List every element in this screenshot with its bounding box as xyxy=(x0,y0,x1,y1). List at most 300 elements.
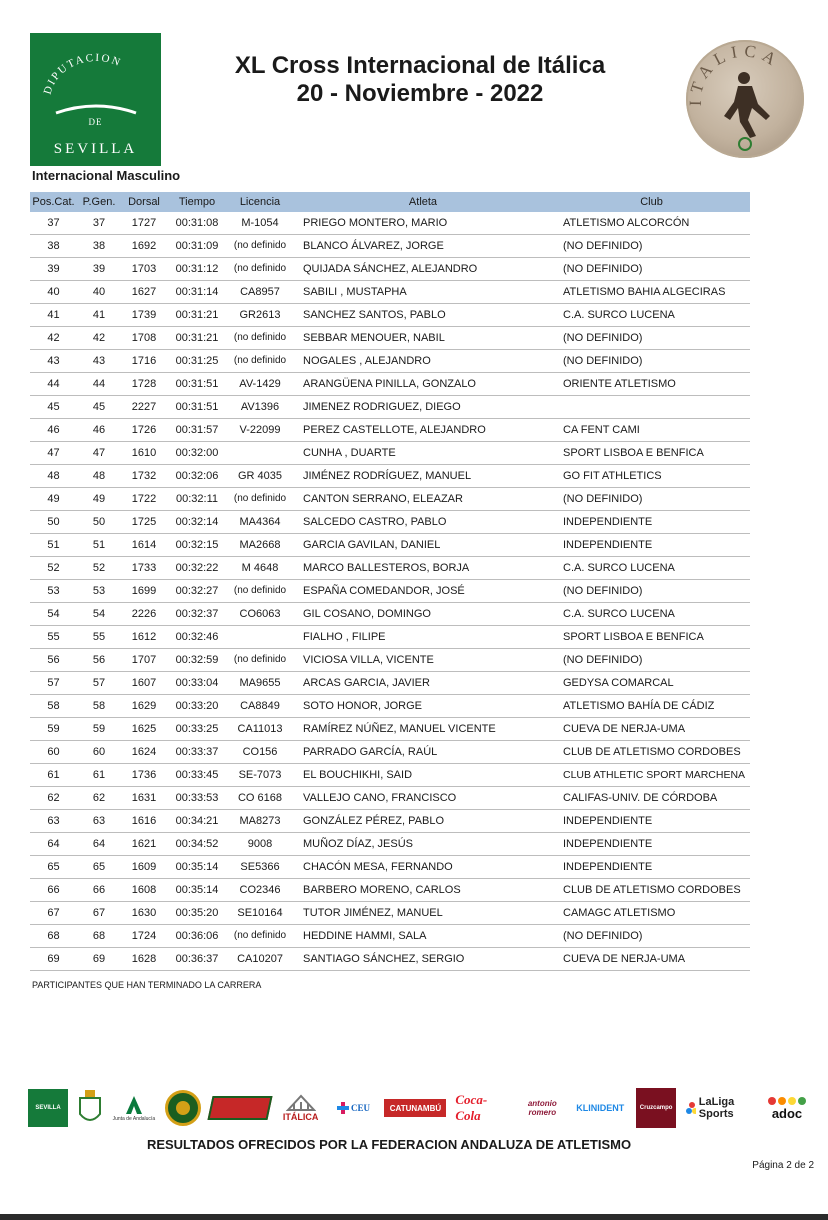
cell-dorsal: 1716 xyxy=(121,350,167,373)
cell-tiempo: 00:31:25 xyxy=(167,350,227,373)
cell-pos-gen: 58 xyxy=(77,695,121,718)
cell-club: CA FENT CAMI xyxy=(553,419,750,442)
cell-pos-gen: 46 xyxy=(77,419,121,442)
cell-tiempo: 00:31:57 xyxy=(167,419,227,442)
cell-pos-cat: 41 xyxy=(30,304,77,327)
cell-pos-cat: 37 xyxy=(30,212,77,235)
col-dorsal: Dorsal xyxy=(128,196,160,208)
cell-tiempo: 00:31:08 xyxy=(167,212,227,235)
diputacion-de: DE xyxy=(88,117,103,127)
results-body xyxy=(30,212,750,971)
table-row xyxy=(30,626,750,649)
cell-atleta: BLANCO ÁLVAREZ, JORGE xyxy=(293,235,553,258)
cell-licencia: MA2668 xyxy=(227,534,293,557)
sponsor-italica-text: ITÁLICA xyxy=(282,1112,319,1122)
cell-licencia: (no definido xyxy=(227,327,293,350)
cell-pos-cat: 67 xyxy=(30,902,77,925)
cell-dorsal: 1722 xyxy=(121,488,167,511)
table-row xyxy=(30,373,750,396)
cell-club: GEDYSA COMARCAL xyxy=(553,672,750,695)
col-licencia: Licencia xyxy=(239,196,281,208)
cell-pos-cat: 56 xyxy=(30,649,77,672)
cell-atleta: MARCO BALLESTEROS, BORJA xyxy=(293,557,553,580)
cell-dorsal: 1726 xyxy=(121,419,167,442)
cell-pos-cat: 64 xyxy=(30,833,77,856)
cell-licencia: MA9655 xyxy=(227,672,293,695)
cell-atleta: HEDDINE HAMMI, SALA xyxy=(293,925,553,948)
cell-pos-cat: 45 xyxy=(30,396,77,419)
cell-atleta: PEREZ CASTELLOTE, ALEJANDRO xyxy=(293,419,553,442)
cell-pos-cat: 55 xyxy=(30,626,77,649)
cell-dorsal: 1625 xyxy=(121,718,167,741)
cell-club: INDEPENDIENTE xyxy=(553,534,750,557)
cell-pos-gen: 47 xyxy=(77,442,121,465)
cell-tiempo: 00:32:14 xyxy=(167,511,227,534)
cell-dorsal: 1724 xyxy=(121,925,167,948)
cell-pos-gen: 44 xyxy=(77,373,121,396)
cell-club: (NO DEFINIDO) xyxy=(553,488,750,511)
cell-pos-gen: 45 xyxy=(77,396,121,419)
cell-tiempo: 00:36:37 xyxy=(167,948,227,971)
cell-club: CLUB DE ATLETISMO CORDOBES xyxy=(553,879,750,902)
cell-licencia: GR2613 xyxy=(227,304,293,327)
cell-pos-gen: 41 xyxy=(77,304,121,327)
sponsor-ceu-logo xyxy=(332,1093,376,1123)
cell-licencia: (no definido xyxy=(227,350,293,373)
sponsor-antonio-romero-text: antonio romero xyxy=(527,1099,557,1117)
cell-dorsal: 1610 xyxy=(121,442,167,465)
cell-pos-gen: 51 xyxy=(77,534,121,557)
cell-tiempo: 00:35:20 xyxy=(167,902,227,925)
cell-club: CLUB ATHLETIC SPORT MARCHENA xyxy=(553,764,750,787)
cell-dorsal: 1708 xyxy=(121,327,167,350)
sponsor-adoc-logo xyxy=(764,1091,810,1125)
cell-pos-cat: 42 xyxy=(30,327,77,350)
cell-atleta: CANTON SERRANO, ELEAZAR xyxy=(293,488,553,511)
cell-atleta: SABILI , MUSTAPHA xyxy=(293,281,553,304)
cell-atleta: JIMÉNEZ RODRÍGUEZ, MANUEL xyxy=(293,465,553,488)
cell-club: (NO DEFINIDO) xyxy=(553,327,750,350)
table-row xyxy=(30,833,750,856)
cell-licencia: SE5366 xyxy=(227,856,293,879)
cell-pos-cat: 60 xyxy=(30,741,77,764)
cell-tiempo: 00:32:15 xyxy=(167,534,227,557)
cell-pos-gen: 54 xyxy=(77,603,121,626)
cell-dorsal: 1703 xyxy=(121,258,167,281)
col-pos-gen: P.Gen. xyxy=(82,196,116,208)
cell-tiempo: 00:33:20 xyxy=(167,695,227,718)
table-row xyxy=(30,948,750,971)
table-row xyxy=(30,235,750,258)
cell-atleta: FIALHO , FILIPE xyxy=(293,626,553,649)
cell-pos-gen: 60 xyxy=(77,741,121,764)
results-credit: RESULTADOS OFRECIDOS POR LA FEDERACION ANDALUZA DE ATLETISMO xyxy=(146,1137,632,1152)
cell-licencia xyxy=(227,626,293,649)
cell-tiempo: 00:35:14 xyxy=(167,879,227,902)
cell-dorsal: 1732 xyxy=(121,465,167,488)
sponsor-junta-text: Junta de Andalucía xyxy=(112,1116,156,1122)
cell-club: ATLETISMO ALCORCÓN xyxy=(553,212,750,235)
cell-atleta: GARCIA GAVILAN, DANIEL xyxy=(293,534,553,557)
cell-tiempo: 00:32:06 xyxy=(167,465,227,488)
table-row xyxy=(30,304,750,327)
sponsor-laliga-text: LaLiga Sports xyxy=(698,1096,735,1120)
cell-licencia: (no definido xyxy=(227,580,293,603)
page-number: Página 2 de 2 xyxy=(752,1160,814,1171)
cell-club: CAMAGC ATLETISMO xyxy=(553,902,750,925)
cell-atleta: PARRADO GARCÍA, RAÚL xyxy=(293,741,553,764)
table-row xyxy=(30,258,750,281)
cell-pos-cat: 50 xyxy=(30,511,77,534)
cell-pos-cat: 59 xyxy=(30,718,77,741)
cell-tiempo: 00:31:21 xyxy=(167,304,227,327)
cell-tiempo: 00:33:25 xyxy=(167,718,227,741)
cell-licencia: 9008 xyxy=(227,833,293,856)
cell-tiempo: 00:31:12 xyxy=(167,258,227,281)
cell-pos-gen: 42 xyxy=(77,327,121,350)
cell-pos-gen: 43 xyxy=(77,350,121,373)
cell-pos-gen: 55 xyxy=(77,626,121,649)
cell-licencia: CO2346 xyxy=(227,879,293,902)
table-row xyxy=(30,465,750,488)
cell-atleta: CUNHA , DUARTE xyxy=(293,442,553,465)
cell-atleta: PRIEGO MONTERO, MARIO xyxy=(293,212,553,235)
footnote: PARTICIPANTES QUE HAN TERMINADO LA CARRERA xyxy=(32,980,262,990)
sponsor-catunambu-logo xyxy=(384,1099,446,1117)
cell-atleta: CHACÓN MESA, FERNANDO xyxy=(293,856,553,879)
cell-tiempo: 00:31:51 xyxy=(167,396,227,419)
cell-tiempo: 00:33:45 xyxy=(167,764,227,787)
svg-text:DIPUTACION xyxy=(42,52,124,96)
table-row xyxy=(30,810,750,833)
table-row xyxy=(30,902,750,925)
col-atleta: Atleta xyxy=(408,196,438,208)
cell-club: INDEPENDIENTE xyxy=(553,833,750,856)
table-row xyxy=(30,511,750,534)
cell-dorsal: 1608 xyxy=(121,879,167,902)
table-row xyxy=(30,925,750,948)
cell-pos-gen: 65 xyxy=(77,856,121,879)
cell-pos-gen: 59 xyxy=(77,718,121,741)
table-row xyxy=(30,442,750,465)
cell-pos-cat: 51 xyxy=(30,534,77,557)
cell-pos-cat: 62 xyxy=(30,787,77,810)
cell-club: C.A. SURCO LUCENA xyxy=(553,557,750,580)
cell-dorsal: 1725 xyxy=(121,511,167,534)
sponsor-diputacion-logo xyxy=(28,1089,68,1127)
cell-tiempo: 00:32:59 xyxy=(167,649,227,672)
cell-dorsal: 2227 xyxy=(121,396,167,419)
cell-licencia: (no definido xyxy=(227,649,293,672)
cell-club: C.A. SURCO LUCENA xyxy=(553,603,750,626)
table-row xyxy=(30,350,750,373)
cell-club: CUEVA DE NERJA-UMA xyxy=(553,718,750,741)
cell-atleta: SEBBAR MENOUER, NABIL xyxy=(293,327,553,350)
cell-dorsal: 1628 xyxy=(121,948,167,971)
table-row xyxy=(30,580,750,603)
table-row xyxy=(30,327,750,350)
cell-pos-gen: 57 xyxy=(77,672,121,695)
cell-club: SPORT LISBOA E BENFICA xyxy=(553,626,750,649)
cell-club: ATLETISMO BAHÍA DE CÁDIZ xyxy=(553,695,750,718)
cell-club: (NO DEFINIDO) xyxy=(553,258,750,281)
cell-dorsal: 1736 xyxy=(121,764,167,787)
cell-atleta: SANTIAGO SÁNCHEZ, SERGIO xyxy=(293,948,553,971)
cell-pos-gen: 69 xyxy=(77,948,121,971)
cell-licencia: SE-7073 xyxy=(227,764,293,787)
cell-pos-gen: 66 xyxy=(77,879,121,902)
table-row xyxy=(30,741,750,764)
cell-tiempo: 00:33:53 xyxy=(167,787,227,810)
cell-pos-gen: 38 xyxy=(77,235,121,258)
cell-atleta: VALLEJO CANO, FRANCISCO xyxy=(293,787,553,810)
cell-atleta: RAMÍREZ NÚÑEZ, MANUEL VICENTE xyxy=(293,718,553,741)
cell-club: INDEPENDIENTE xyxy=(553,856,750,879)
cell-pos-cat: 61 xyxy=(30,764,77,787)
table-row xyxy=(30,695,750,718)
table-row xyxy=(30,488,750,511)
sponsor-cocacola-logo xyxy=(455,1092,511,1123)
table-row xyxy=(30,419,750,442)
cell-dorsal: 1607 xyxy=(121,672,167,695)
col-pos-cat: Pos.Cat. xyxy=(32,196,75,208)
cell-tiempo: 00:33:04 xyxy=(167,672,227,695)
event-title: XL Cross Internacional de Itálica xyxy=(234,52,606,79)
cell-tiempo: 00:32:11 xyxy=(167,488,227,511)
cell-pos-cat: 54 xyxy=(30,603,77,626)
cell-licencia: M 4648 xyxy=(227,557,293,580)
cell-atleta: VICIOSA VILLA, VICENTE xyxy=(293,649,553,672)
cell-licencia: CA8849 xyxy=(227,695,293,718)
table-row xyxy=(30,649,750,672)
sponsor-antonio-romero-logo xyxy=(520,1093,564,1123)
cell-dorsal: 1624 xyxy=(121,741,167,764)
cell-licencia xyxy=(227,442,293,465)
cell-licencia: AV1396 xyxy=(227,396,293,419)
cell-pos-cat: 53 xyxy=(30,580,77,603)
adoc-dots-icon xyxy=(767,1096,807,1106)
cell-atleta: QUIJADA SÁNCHEZ, ALEJANDRO xyxy=(293,258,553,281)
cell-pos-gen: 39 xyxy=(77,258,121,281)
table-row xyxy=(30,787,750,810)
cell-pos-cat: 44 xyxy=(30,373,77,396)
cell-licencia: CA10207 xyxy=(227,948,293,971)
sponsor-cocacola-text: Coca-Cola xyxy=(455,1092,488,1123)
sponsor-ayuntamiento-logo xyxy=(77,1088,103,1128)
table-row xyxy=(30,672,750,695)
table-row xyxy=(30,534,750,557)
cell-licencia: MA8273 xyxy=(227,810,293,833)
category-title: Internacional Masculino xyxy=(32,168,181,183)
cell-pos-cat: 65 xyxy=(30,856,77,879)
sponsor-junta-logo xyxy=(112,1088,156,1128)
cell-pos-gen: 63 xyxy=(77,810,121,833)
cell-licencia: CO6063 xyxy=(227,603,293,626)
table-row xyxy=(30,212,750,235)
cell-pos-gen: 67 xyxy=(77,902,121,925)
table-row xyxy=(30,603,750,626)
cell-atleta: MUÑOZ DÍAZ, JESÚS xyxy=(293,833,553,856)
table-row xyxy=(30,764,750,787)
diputacion-city: SEVILLA xyxy=(53,141,138,157)
cell-licencia: AV-1429 xyxy=(227,373,293,396)
cell-licencia: (no definido xyxy=(227,925,293,948)
sponsor-red-banner xyxy=(207,1096,272,1120)
cell-atleta: GIL COSANO, DOMINGO xyxy=(293,603,553,626)
cell-dorsal: 1699 xyxy=(121,580,167,603)
bottom-bar xyxy=(0,1214,828,1220)
sponsor-laliga-logo xyxy=(685,1093,755,1123)
sponsor-strip xyxy=(28,1086,810,1130)
table-row xyxy=(30,879,750,902)
results-table xyxy=(30,192,750,971)
cell-dorsal: 1739 xyxy=(121,304,167,327)
cell-tiempo: 00:31:21 xyxy=(167,327,227,350)
sponsor-adoc-text: adoc xyxy=(771,1105,803,1121)
cell-tiempo: 00:34:52 xyxy=(167,833,227,856)
cell-dorsal: 1627 xyxy=(121,281,167,304)
cell-tiempo: 00:31:51 xyxy=(167,373,227,396)
cell-licencia: M-1054 xyxy=(227,212,293,235)
cell-dorsal: 1621 xyxy=(121,833,167,856)
cell-pos-gen: 48 xyxy=(77,465,121,488)
cell-dorsal: 1629 xyxy=(121,695,167,718)
cell-pos-gen: 61 xyxy=(77,764,121,787)
cell-dorsal: 1630 xyxy=(121,902,167,925)
cell-dorsal: 1692 xyxy=(121,235,167,258)
cell-pos-cat: 47 xyxy=(30,442,77,465)
cell-licencia: CA8957 xyxy=(227,281,293,304)
sponsor-ceu-text: CEU xyxy=(351,1103,371,1113)
cell-club: (NO DEFINIDO) xyxy=(553,350,750,373)
cell-club: CUEVA DE NERJA-UMA xyxy=(553,948,750,971)
cell-tiempo: 00:31:09 xyxy=(167,235,227,258)
cell-pos-gen: 52 xyxy=(77,557,121,580)
cell-pos-gen: 62 xyxy=(77,787,121,810)
cell-atleta: SANCHEZ SANTOS, PABLO xyxy=(293,304,553,327)
diputacion-arc-text: DIPUTACION xyxy=(41,51,124,96)
table-row xyxy=(30,718,750,741)
table-row xyxy=(30,557,750,580)
sponsor-cruzcampo-text: Cruzcampo xyxy=(639,1105,673,1111)
cell-dorsal: 1616 xyxy=(121,810,167,833)
cell-licencia: (no definido xyxy=(227,258,293,281)
cell-dorsal: 1728 xyxy=(121,373,167,396)
cell-atleta: SOTO HONOR, JORGE xyxy=(293,695,553,718)
cell-licencia: CA11013 xyxy=(227,718,293,741)
table-row xyxy=(30,396,750,419)
table-row xyxy=(30,856,750,879)
cell-club: GO FIT ATHLETICS xyxy=(553,465,750,488)
runner-icon xyxy=(686,40,804,158)
cell-atleta: BARBERO MORENO, CARLOS xyxy=(293,879,553,902)
diputacion-sevilla-logo xyxy=(30,33,161,166)
cell-pos-cat: 48 xyxy=(30,465,77,488)
cell-dorsal: 1733 xyxy=(121,557,167,580)
cell-tiempo: 00:32:27 xyxy=(167,580,227,603)
col-club: Club xyxy=(640,196,663,208)
cell-licencia: MA4364 xyxy=(227,511,293,534)
cell-licencia: SE10164 xyxy=(227,902,293,925)
cell-dorsal: 1609 xyxy=(121,856,167,879)
cell-dorsal: 1612 xyxy=(121,626,167,649)
sponsor-club-emblem xyxy=(165,1090,201,1126)
cell-pos-gen: 40 xyxy=(77,281,121,304)
col-tiempo: Tiempo xyxy=(178,196,216,208)
cell-tiempo: 00:32:37 xyxy=(167,603,227,626)
cell-dorsal: 1614 xyxy=(121,534,167,557)
cell-tiempo: 00:31:14 xyxy=(167,281,227,304)
cell-club: INDEPENDIENTE xyxy=(553,511,750,534)
cell-club: (NO DEFINIDO) xyxy=(553,925,750,948)
cell-pos-cat: 52 xyxy=(30,557,77,580)
cell-atleta: TUTOR JIMÉNEZ, MANUEL xyxy=(293,902,553,925)
sponsor-klinident-logo xyxy=(573,1095,627,1121)
cell-atleta: ARANGÜENA PINILLA, GONZALO xyxy=(293,373,553,396)
cell-licencia: CO156 xyxy=(227,741,293,764)
cell-pos-cat: 40 xyxy=(30,281,77,304)
cell-club xyxy=(553,396,750,419)
cell-atleta: SALCEDO CASTRO, PABLO xyxy=(293,511,553,534)
sponsor-cruzcampo-logo xyxy=(636,1088,676,1128)
event-date: 20 - Noviembre - 2022 xyxy=(296,80,544,107)
cell-club: (NO DEFINIDO) xyxy=(553,235,750,258)
cell-club: CLUB DE ATLETISMO CORDOBES xyxy=(553,741,750,764)
cell-licencia: (no definido xyxy=(227,235,293,258)
cell-pos-gen: 68 xyxy=(77,925,121,948)
sponsor-catunambu-text: CATUNAMBÚ xyxy=(389,1103,442,1113)
cell-pos-cat: 39 xyxy=(30,258,77,281)
sponsor-diputacion-text: SEVILLA xyxy=(35,1105,61,1111)
laliga-icon xyxy=(685,1101,696,1115)
cell-club: C.A. SURCO LUCENA xyxy=(553,304,750,327)
cell-tiempo: 00:34:21 xyxy=(167,810,227,833)
cell-tiempo: 00:33:37 xyxy=(167,741,227,764)
cell-club: (NO DEFINIDO) xyxy=(553,580,750,603)
sponsor-klinident-text: KLINIDENT xyxy=(576,1103,625,1113)
cell-club: CALIFAS-UNIV. DE CÓRDOBA xyxy=(553,787,750,810)
cell-licencia: (no definido xyxy=(227,488,293,511)
cell-pos-cat: 38 xyxy=(30,235,77,258)
cell-pos-gen: 64 xyxy=(77,833,121,856)
cell-pos-gen: 49 xyxy=(77,488,121,511)
cell-atleta: NOGALES , ALEJANDRO xyxy=(293,350,553,373)
cell-pos-cat: 46 xyxy=(30,419,77,442)
sponsor-italica-logo xyxy=(279,1089,323,1127)
cell-tiempo: 00:32:46 xyxy=(167,626,227,649)
cell-tiempo: 00:32:22 xyxy=(167,557,227,580)
cell-dorsal: 2226 xyxy=(121,603,167,626)
table-row xyxy=(30,281,750,304)
medal-text: ITALICA xyxy=(686,41,785,107)
cell-atleta: EL BOUCHIKHI, SAID xyxy=(293,764,553,787)
cell-tiempo: 00:35:14 xyxy=(167,856,227,879)
cell-pos-cat: 68 xyxy=(30,925,77,948)
cell-pos-gen: 50 xyxy=(77,511,121,534)
cell-licencia: V-22099 xyxy=(227,419,293,442)
cell-pos-cat: 66 xyxy=(30,879,77,902)
cell-dorsal: 1631 xyxy=(121,787,167,810)
svg-text:ITALICA xyxy=(686,41,785,106)
cell-atleta: GONZÁLEZ PÉREZ, PABLO xyxy=(293,810,553,833)
cell-club: (NO DEFINIDO) xyxy=(553,649,750,672)
table-header-row xyxy=(30,192,750,212)
cell-club: INDEPENDIENTE xyxy=(553,810,750,833)
cell-dorsal: 1707 xyxy=(121,649,167,672)
cell-dorsal: 1727 xyxy=(121,212,167,235)
cell-pos-cat: 43 xyxy=(30,350,77,373)
cell-pos-cat: 69 xyxy=(30,948,77,971)
